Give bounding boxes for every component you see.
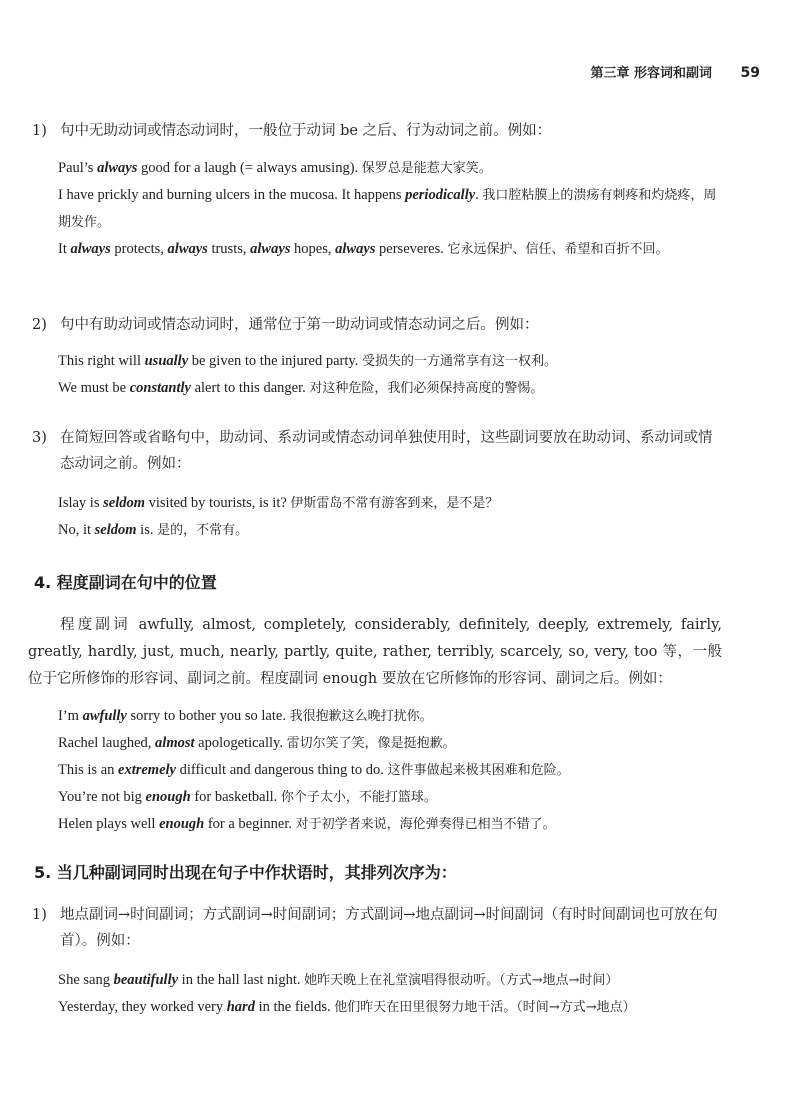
example-sentence: I’m awfully sorry to bother you so late. 我很抱歉这么晚打扰你。: [58, 708, 433, 724]
example-sentence: She sang beautifully in the hall last night. 她昨天晚上在礼堂演唱得很动听。（方式→地点→时间）: [58, 972, 619, 988]
page-number: 59: [740, 65, 760, 81]
examples-block-2: [58, 348, 728, 402]
rule-3: [32, 425, 724, 477]
rule-number: 3): [32, 430, 47, 446]
example-sentence: Rachel laughed, almost apologetically. 雷切尔笑了笑，像是挺抱歉。: [58, 735, 456, 751]
example-sentence: We must be constantly alert to this danger. 对这种危险，我们必须保持高度的警惕。: [58, 380, 544, 396]
examples-block-4: [58, 703, 728, 838]
example-sentence: This is an extremely difficult and dangerous thing to do. 这件事做起来极其困难和危险。: [58, 762, 570, 778]
example-sentence: I have prickly and burning ulcers in the mucosa. It happens periodically. 我口腔粘膜上的溃疡有刺疼和灼烧疼，周期发作。: [58, 187, 717, 230]
example-sentence: Yesterday, they worked very hard in the fields. 他们昨天在田里很努力地干活。（时间→方式→地点）: [58, 999, 636, 1015]
section-4-body: 程度副词 awfully, almost, completely, considerably, definitely, deeply, extremely, fairly, greatly, hardly, just, much, nearly, partly, quite, rather, terribly, scarcely, so, very, too 等，一般位于它所修饰的形容词、副词之前。程度副词 enough 要放在它所修饰的形容词、副词之后。例如：: [28, 617, 722, 687]
examples-block-3: [58, 490, 728, 544]
page-header: [590, 62, 760, 81]
rule-number: 1): [32, 907, 47, 923]
example-sentence: This right will usually be given to the injured party. 受损失的一方通常享有这一权利。: [58, 353, 557, 369]
example-sentence: You’re not big enough for basketball. 你个子太小，不能打篮球。: [58, 789, 437, 805]
section-4-title: 4. 程度副词在句中的位置: [34, 573, 217, 592]
example-sentence: No, it seldom is. 是的，不常有。: [58, 522, 249, 538]
rule-text: 句中有助动词或情态动词时，通常位于第一助动词或情态动词之后。例如：: [60, 317, 539, 333]
example-sentence: Helen plays well enough for a beginner. 对于初学者来说，海伦弹奏得已相当不错了。: [58, 816, 556, 832]
rule-text: 在简短回答或省略句中，助动词、系动词或情态动词单独使用时，这些副词要放在助动词、系动词或情态动词之前。例如：: [60, 430, 713, 472]
rule-text: 地点副词→时间副词；方式副词→时间副词；方式副词→地点副词→时间副词（有时时间副词也可放在句首）。例如：: [60, 907, 718, 949]
rule-1: [32, 118, 724, 144]
section-5-rule-1: [32, 902, 724, 954]
example-sentence: Islay is seldom visited by tourists, is it? 伊斯雷岛不常有游客到来，是不是？: [58, 495, 499, 511]
rule-text: 句中无助动词或情态动词时，一般位于动词 be 之后、行为动词之前。例如：: [60, 123, 552, 139]
example-sentence: Paul’s always good for a laugh (= always amusing). 保罗总是能惹大家笑。: [58, 160, 492, 176]
example-sentence: It always protects, always trusts, always hopes, always perseveres. 它永远保护、信任、希望和百折不回。: [58, 241, 669, 257]
rule-2: [32, 312, 724, 338]
section-5-title: 5. 当几种副词同时出现在句子中作状语时，其排列次序为：: [34, 863, 457, 882]
rule-number: 1): [32, 123, 47, 139]
examples-block-5: [58, 967, 728, 1021]
examples-block-1: [58, 155, 728, 263]
rule-number: 2): [32, 317, 47, 333]
chapter-title: 第三章 形容词和副词: [590, 66, 712, 81]
